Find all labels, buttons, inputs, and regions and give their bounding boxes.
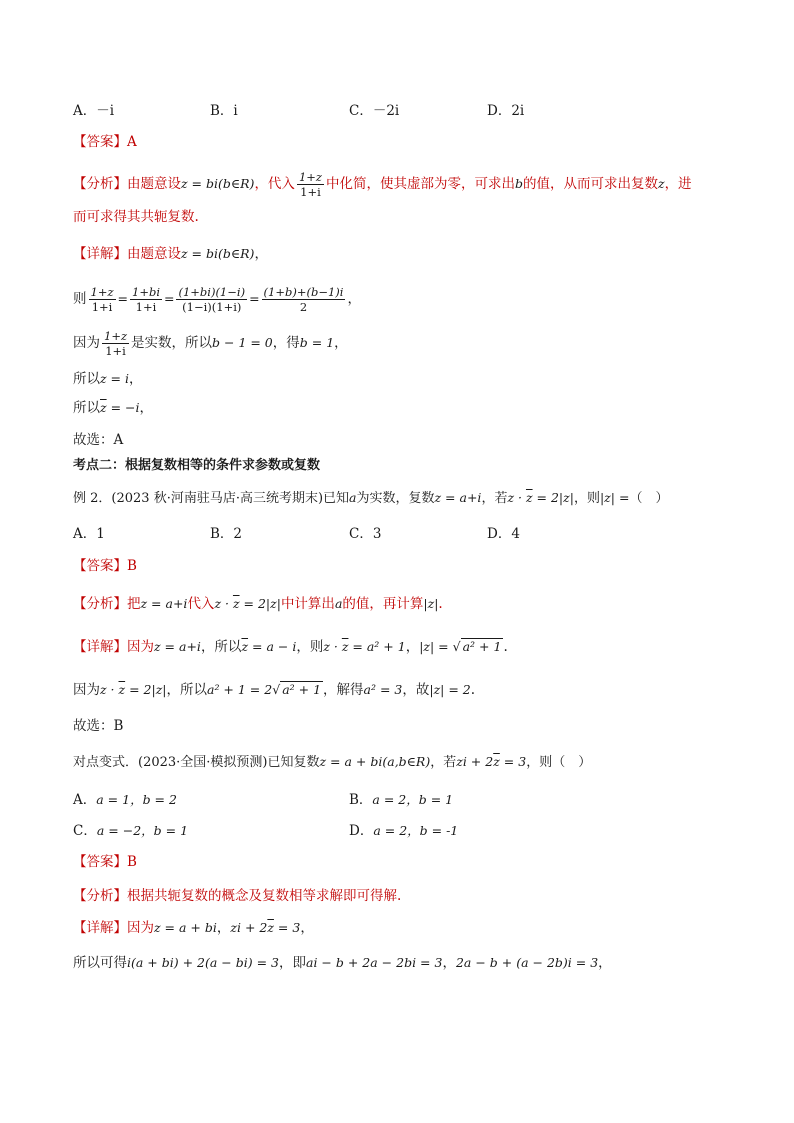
ex2-option-d: D．4 [487,526,520,542]
detail-text: ， [129,371,143,387]
q1-answer [73,132,754,152]
math-expr: z = bi(b∈R) [181,246,255,261]
math-expr: zi + 2 [456,754,494,769]
detail-text: ， [254,246,268,262]
math-expr: |z| = 2 [429,682,471,697]
analysis-text: 根据共轭复数的概念及复数相等求解即可得解. [127,888,402,904]
q1-option-c: C．－2i [349,103,400,119]
math-expr: ai − b + 2a − 2bi = 3 [306,955,443,970]
answer-label: 【答案】 [73,134,127,150]
detail-text: 由题意设 [127,246,181,262]
detail-text: ，所以 [200,639,242,655]
var1-option-c: C．a = −2，b = 1 [73,823,189,839]
analysis-text: 中化简，使其虚部为零，可求出 [325,176,515,192]
detail-text: ， [216,920,231,936]
detail-label: 【详解】 [73,639,127,655]
var1-option-d: D．a = 2，b = -1 [349,823,459,839]
math-expr: = a² + 1 [348,639,406,654]
equals: = [164,291,175,306]
sqrt-sign: √ [452,639,461,654]
fraction: $\frac{1+z}{1+i}$ [104,329,128,358]
stem-text: （ ） [629,491,669,506]
analysis-label: 【分析】 [73,176,127,192]
q1-detail-line2 [73,285,754,314]
equals: = [117,291,128,306]
math-expr: = 2|z| [125,682,167,697]
section-title-text: 考点二：根据复数相等的条件求参数或复数 [73,458,321,473]
math-expr: = a − i [248,639,297,654]
math-expr: zi + 2 [230,920,268,935]
detail-text: 是实数，所以 [131,335,213,351]
detail-text: ， [334,335,348,351]
math-expr: = 2|z| [239,596,281,611]
stem-text: ，则（ ） [526,755,592,770]
math-var: b [514,176,523,191]
detail-text: ， [405,639,420,655]
math-expr: = 3 [499,754,527,769]
math-expr: |z| [423,596,439,611]
analysis-text: 由题意设 [127,176,181,192]
choose-text: 故选：A [73,432,124,448]
detail-text: . [503,639,508,655]
analysis-label: 【分析】 [73,596,127,612]
detail-text: 因为 [73,682,100,698]
fraction: $\frac{1+z}{1+i}$ [298,170,322,199]
q1-option-a: A．－i [73,103,115,119]
stem-text: 对点变式．(2023·全国·模拟预测)已知复数 [73,755,320,770]
detail-text: ， [300,920,314,936]
math-expr: z = i [100,371,130,386]
answer-value: B [127,558,137,574]
q1-analysis [73,170,754,199]
var1-answer [73,852,754,872]
math-var-conjugate: $\overline{z}$ [118,682,126,697]
detail-text: ， [442,955,456,971]
math-expr: |z| = [599,490,630,505]
math-expr: 2a − b + (a − 2b)i = 3 [455,955,599,970]
ex2-detail-line2 [73,680,754,700]
math-var-conjugate: $\overline{z}$ [100,400,107,415]
detail-text: ，故 [402,682,430,698]
answer-label: 【答案】 [73,558,127,574]
detail-text: ， [347,291,361,307]
ex2-option-c: C．3 [349,526,382,542]
detail-text: 因为 [127,639,154,655]
detail-text: 所以可得 [73,955,127,971]
stem-text: 例 2．(2023 秋·河南驻马店·高三统考期末)已知 [73,491,350,506]
math-var: a [334,596,343,611]
detail-text: 则 [73,291,87,307]
sqrt-sign: √ [272,682,281,697]
math-expr: z = a + bi [154,920,217,935]
ex2-analysis [73,594,754,614]
detail-text: 所以 [73,400,100,416]
math-var-conjugate: $\overline{z}$ [232,596,240,611]
analysis-text: 而可求得其共轭复数. [73,209,199,225]
math-var-conjugate: $\overline{z}$ [241,639,249,654]
ex2-detail [73,637,754,657]
q1-detail-line3 [73,329,754,358]
var1-detail [73,918,754,938]
fraction: $\frac{1+bi}{1+i}$ [132,285,160,314]
detail-text: 因为 [73,335,100,351]
detail-label: 【详解】 [73,246,127,262]
math-expr: z = a+i [434,490,482,505]
math-expr: z · [214,596,233,611]
detail-text: ，则 [296,639,324,655]
analysis-text: . [438,596,443,612]
math-expr: |z| = [419,639,453,654]
math-expr: i(a + bi) + 2(a − bi) = 3 [127,955,279,970]
math-var-conjugate: $\overline{z}$ [493,754,500,769]
q1-option-b: B．i [210,103,238,119]
math-expr: a² = 3 [363,682,403,697]
ex2-choose [73,716,754,736]
fraction: $\frac{1+z}{1+i}$ [90,285,114,314]
fraction: $\frac{(1+bi)(1-i)}{(1-i)(1+i)}$ [178,285,246,314]
q1-detail [73,244,754,264]
detail-text: ， [139,400,153,416]
ex2-option-b: B．2 [210,526,243,542]
math-expr: b = 1 [299,335,335,350]
stem-text: ，则 [573,491,600,506]
stem-text: 为实数，复数 [356,491,435,506]
choose-text: 故选：B [73,718,124,734]
q1-option-d: D．2i [487,103,525,119]
stem-text: ，若 [430,755,457,770]
fraction: $\frac{(1+b)+(b-1)i}{2}$ [263,285,344,314]
analysis-text: 的值，再计算 [342,596,424,612]
math-expr: a² + 1 = 2 [207,682,273,697]
analysis-text: 中计算出 [280,596,335,612]
answer-value: B [127,854,137,870]
q1-analysis-cont [73,207,754,227]
math-expr: z · [100,682,119,697]
detail-text: ， [598,955,612,971]
var1-option-a: A．a = 1，b = 2 [73,792,177,808]
analysis-text: 的值，从而可求出复数 [522,176,658,192]
analysis-text: ，代入 [254,176,295,192]
stem-text: ，若 [481,491,508,506]
var1-option-b: B．a = 2，b = 1 [349,792,454,808]
equals: = [249,291,260,306]
q1-detail-line5 [73,398,754,418]
math-sqrt: a² + 1 [462,639,502,654]
var1-analysis [73,886,754,906]
detail-text: 所以 [73,371,100,387]
math-expr: z · [507,490,526,505]
math-expr: b − 1 = 0 [212,335,273,350]
math-var-conjugate: $\overline{z}$ [341,639,349,654]
math-var-conjugate: $\overline{z}$ [525,490,533,505]
var1-stem [73,752,754,773]
q1-choose [73,430,754,450]
answer-label: 【答案】 [73,854,127,870]
analysis-text: 把 [127,596,141,612]
answer-value: A [127,134,137,150]
math-expr: z = a+i [154,639,201,654]
math-expr: z · [323,639,342,654]
math-expr: z = bi(b∈R) [181,176,255,191]
math-sqrt: a² + 1 [282,682,322,697]
detail-label: 【详解】 [73,920,127,936]
detail-text: ，所以 [166,682,207,698]
math-expr: = 3 [273,920,301,935]
var1-detail-line2 [73,953,754,973]
ex2-answer [73,556,754,576]
ex2-option-a: A．1 [73,526,105,542]
ex2-stem [73,488,754,509]
q1-detail-line4 [73,369,754,389]
math-expr: z = a+i [140,596,188,611]
math-expr: z = a + bi(a,b∈R) [319,754,431,769]
detail-text: ，得 [272,335,300,351]
detail-text: 因为 [127,920,154,936]
math-expr: = −i [106,400,140,415]
detail-text: ，即 [279,955,306,971]
math-var-conjugate: $\overline{z}$ [267,920,274,935]
analysis-label: 【分析】 [73,888,127,904]
math-expr: = 2|z| [532,490,574,505]
math-var: a [349,490,357,505]
detail-text: . [470,682,476,698]
analysis-text: ，进 [664,176,692,192]
section-title [73,456,754,476]
analysis-text: 代入 [187,596,215,612]
math-var: z [657,176,665,191]
detail-text: ，解得 [323,682,364,698]
